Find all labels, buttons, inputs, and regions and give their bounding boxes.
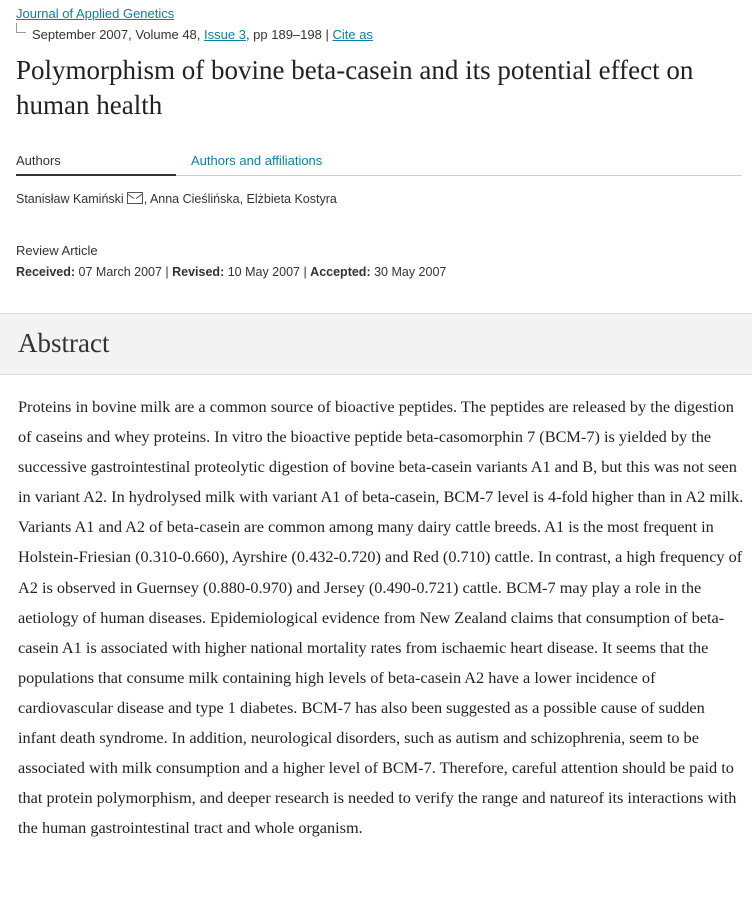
received-date: 07 March 2007 | [75, 265, 173, 279]
email-icon[interactable] [127, 192, 143, 204]
revised-label: Revised: [172, 265, 225, 279]
citation-meta [16, 27, 373, 42]
author-tabs [16, 151, 742, 176]
tab-authors-affiliations[interactable]: Authors and affiliations [191, 153, 323, 168]
received-label: Received: [16, 265, 76, 279]
cite-as-link[interactable]: Cite as [332, 27, 373, 42]
article-dates [16, 265, 446, 279]
abstract-heading: Abstract [18, 328, 110, 358]
accepted-label: Accepted: [310, 265, 371, 279]
tree-elbow-icon [16, 23, 26, 33]
accepted-date: 30 May 2007 [370, 265, 447, 279]
abstract-text: Proteins in bovine milk are a common source of bioactive peptides. The peptides are released by the digestion of caseins and whey proteins. In vitro the bioactive peptide beta-casomorphin 7 (BCM-7) is yielded by the successive gastrointestinal proteolytic digestion of bovine beta-casein variants A1 and B, but this was not seen in variant A2. In hydrolysed milk with variant A1 of beta-casein, BCM-7 level is 4-fold higher than in A2 milk. Variants A1 and A2 of beta-casein are common among many dairy cattle breeds. A1 is the most frequent in Holstein-Friesian (0.310-0.660), Ayrshire (0.432-0.720) and Red (0.710) cattle. In contrast, a high frequency of A2 is observed in Guernsey (0.880-0.970) and Jersey (0.490-0.721) cattle. BCM-7 may play a role in the aetiology of human diseases. Epidemiological evidence from New Zealand claims that consumption of beta-casein A1 is associated with higher national mortality rates from ischaemic heart disease. It seems that the populations that consume milk containing high levels of beta-casein A2 have a lower incidence of cardiovascular disease and type 1 diabetes. BCM-7 has also been suggested as a possible cause of sudden infant death syndrome. In addition, neurological disorders, such as autism and schizophrenia, seem to be associated with milk consumption and a higher level of BCM-7. Therefore, careful attention should be paid to that protein polymorphism, and deeper research is needed to verify the range and natureof its interactions with the human gastrointestinal tract and whole organism. [18, 397, 744, 838]
pages: , pp 189–198 | [245, 27, 329, 42]
tab-authors[interactable]: Authors [16, 153, 176, 176]
journal-link[interactable]: Journal of Applied Genetics [16, 6, 175, 21]
article-type: Review Article [16, 243, 98, 258]
issue-link[interactable]: Issue 3 [204, 27, 246, 42]
revised-date: 10 May 2007 | [224, 265, 311, 279]
article-title: Polymorphism of bovine beta-casein and its potential effect on human health [16, 55, 694, 120]
author-names-rest[interactable]: , Anna Cieślińska, Elżbieta Kostyra [143, 192, 337, 206]
author-list [16, 191, 337, 206]
abstract-section-header[interactable] [0, 313, 752, 375]
author-name[interactable]: Stanisław Kamiński [16, 192, 124, 206]
date-volume: September 2007, Volume 48, [32, 27, 201, 42]
